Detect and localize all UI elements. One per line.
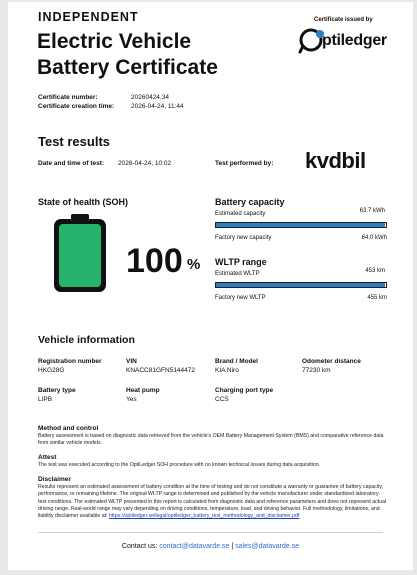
soh-value: 100	[126, 242, 183, 280]
brand-value: KIA Niro	[215, 367, 239, 374]
vehicle-heading: Vehicle information	[38, 334, 135, 346]
method-heading: Method and control	[38, 425, 99, 432]
disclaimer-body	[38, 484, 388, 520]
disclaimer-heading: Disclaimer	[38, 476, 71, 483]
test-results-heading: Test results	[38, 134, 111, 149]
reg-value: HKG28G	[38, 367, 65, 374]
soh-unit: %	[187, 256, 201, 273]
page-title	[37, 29, 218, 81]
contact-label: Contact us:	[121, 543, 158, 550]
odometer-value: 77230 km	[302, 367, 331, 374]
contact-separator: |	[231, 543, 234, 550]
method-text: Battery assessment is based on diagnostic data retrieved from the vehicle's OEM Battery Management System (BMS) and comparative reference data from similar vehicle models.	[38, 433, 384, 447]
attest-text: The test was executed according to the OptiLedger SOH procedure with no known technical issues during data acquisition.	[38, 462, 321, 468]
vin-label: VIN	[126, 358, 137, 365]
contact-email-link[interactable]: contact@datavarde.se	[159, 543, 230, 550]
wltp-bar-fill	[216, 283, 385, 287]
cert-creation-label: Certificate creation time:	[38, 103, 115, 110]
footer-contact	[8, 543, 413, 550]
title-line-1: Electric Vehicle	[37, 30, 192, 53]
capacity-bar	[215, 222, 387, 228]
attest-heading: Attest	[38, 454, 57, 461]
cert-creation-value: 2026-04-24, 11:44	[131, 103, 184, 110]
battery-type-label: Battery type	[38, 387, 76, 394]
disclaimer-link[interactable]: https://optiledger.se/legal/optiledger_battery_test_methodology_and_disclaimer.pdf	[108, 513, 300, 520]
capacity-bar-fill	[216, 223, 385, 227]
capacity-estimated-value: 63.7 kWh	[359, 208, 385, 214]
sales-email-link[interactable]: sales@datavarde.se	[235, 543, 300, 550]
issued-by-label: Certificate issued by	[314, 17, 373, 23]
soh-heading: State of health (SOH)	[38, 197, 129, 207]
wltp-factory-label: Factory new WLTP	[215, 295, 266, 301]
cert-number-value: 20260424.34	[131, 94, 169, 101]
capacity-heading: Battery capacity	[215, 197, 285, 207]
heat-pump-label: Heat pump	[126, 387, 160, 394]
wltp-estimated-label: Estimated WLTP	[215, 271, 260, 277]
test-performed-label: Test performed by:	[215, 160, 274, 167]
charging-port-label: Charging port type	[215, 387, 274, 394]
title-line-2: Battery Certificate	[37, 56, 218, 79]
optiledger-wordmark: ptiledger	[322, 32, 387, 49]
vin-value: KNACC81GFN5144472	[126, 367, 196, 374]
reg-label: Registration number	[38, 358, 102, 365]
charging-port-value: CCS	[215, 396, 229, 403]
capacity-factory-value: 64.0 kWh	[361, 235, 387, 241]
odometer-label: Odometer distance	[302, 358, 361, 365]
certificate-page	[8, 2, 413, 570]
wltp-estimated-value: 453 km	[365, 268, 385, 274]
test-date-value: 2026-04-24, 10:02	[118, 160, 172, 167]
optiledger-logo	[297, 26, 387, 56]
battery-level-fill	[59, 224, 101, 287]
battery-type-value: LIPB	[38, 396, 53, 403]
independent-label: INDEPENDENT	[38, 10, 139, 24]
wltp-factory-value: 455 km	[367, 295, 387, 301]
brand-label: Brand / Model	[215, 358, 258, 365]
kvdbil-logo: kvdbil	[305, 148, 366, 173]
test-date-label: Date and time of test:	[38, 160, 105, 167]
capacity-estimated-label: Estimated capacity	[215, 211, 266, 217]
wltp-bar	[215, 282, 387, 288]
footer-divider	[38, 532, 383, 533]
cert-number-label: Certificate number:	[38, 94, 98, 101]
capacity-factory-label: Factory new capacity	[215, 235, 272, 241]
disclaimer-text: Results represent an estimated assessment of battery condition at the time of testing and do not constitute a warranty or guarantee of battery capacity, performance, or remaining lifetime. The original WLTP range is determined and published by the vehicle manufacturer under standardized laboratory test conditions. The estimated WLTP presented in this report is calculated from diagnostic data and reference parameters and does not represent actual driving range. Real-world range may vary depending on driving conditions, temperature, load, and driving behavior. Full methodology, limitations, and liability disclaimer available at:	[38, 484, 387, 520]
heat-pump-value: Yes	[126, 396, 137, 403]
wltp-heading: WLTP range	[215, 257, 267, 267]
battery-icon	[54, 214, 106, 292]
